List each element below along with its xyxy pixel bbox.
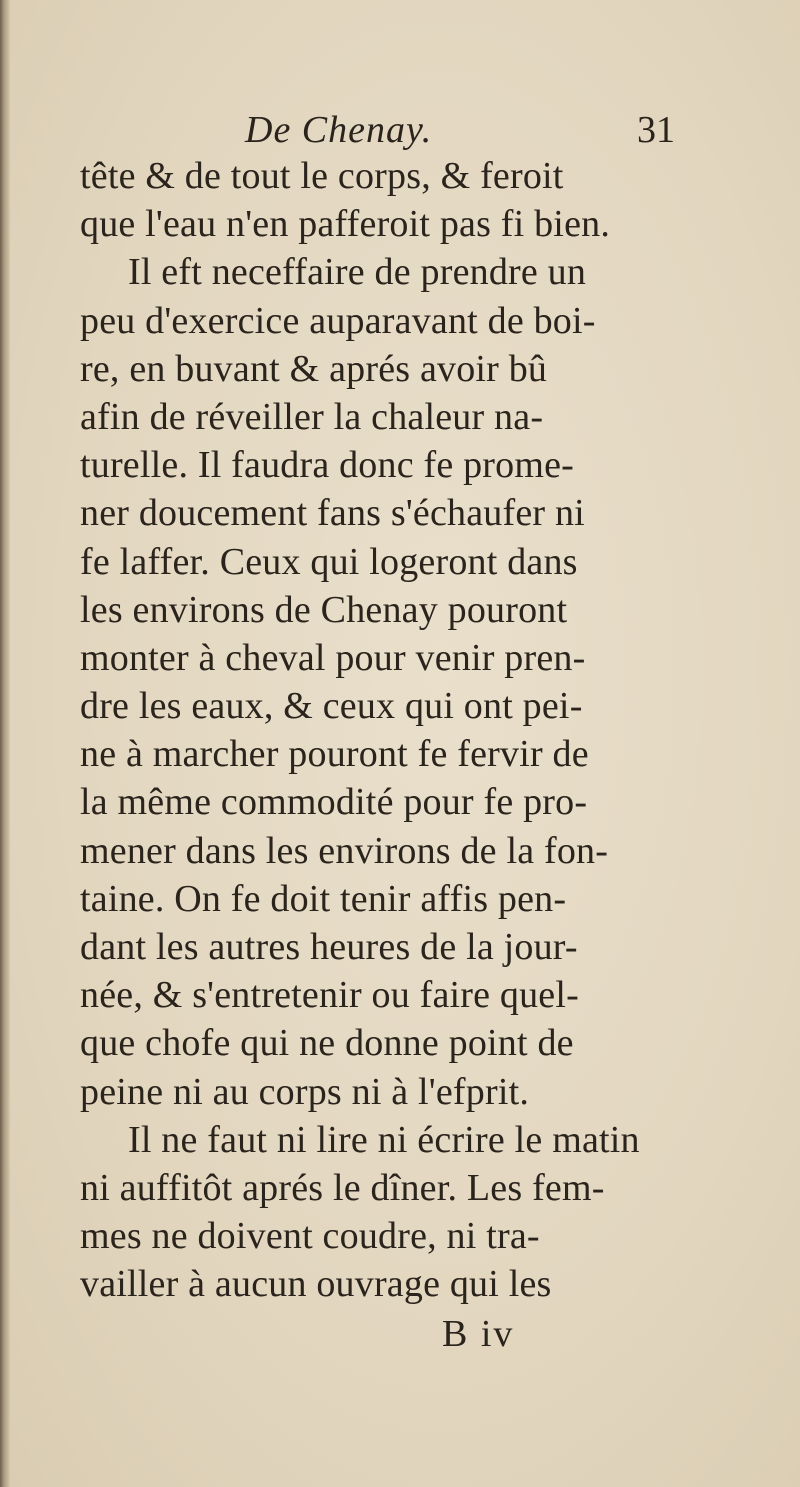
running-head [245, 108, 675, 158]
text-line: ne à marcher pouront fe fervir de [80, 733, 589, 776]
text-line: Il eft neceffaire de prendre un [128, 251, 587, 294]
text-line: tête & de tout le corps, & feroit [80, 155, 564, 197]
text-line: fe laffer. Ceux qui logeront dans [80, 540, 578, 583]
text-line: afin de réveiller la chaleur na- [80, 395, 544, 438]
text-line: mener dans les environs de la fon- [80, 829, 609, 872]
body-text [80, 152, 680, 1309]
text-line: ni auffitôt aprés le dîner. Les fem- [80, 1166, 605, 1209]
text-line: taine. On fe doit tenir affis pen- [80, 877, 567, 920]
text-line: monter à cheval pour venir pren- [80, 636, 586, 679]
text-line: que chofe qui ne donne point de [80, 1022, 574, 1065]
text-line: re, en buvant & aprés avoir bû [80, 347, 548, 390]
text-line: les environs de Chenay pouront [80, 588, 568, 631]
running-title: De Chenay. [245, 109, 433, 151]
text-line: peu d'exercice auparavant de boi- [80, 299, 596, 342]
text-line: peine ni au corps ni à l'efprit. [80, 1070, 530, 1113]
text-line: vailler à aucun ouvrage qui les [80, 1263, 552, 1306]
text-line: turelle. Il faudra donc fe prome- [80, 444, 575, 487]
text-line: ner doucement fans s'échaufer ni [80, 492, 585, 535]
text-line: dre les eaux, & ceux qui ont pei- [80, 685, 583, 728]
text-line: mes ne doivent coudre, ni tra- [80, 1215, 540, 1258]
text-line: la même commodité pour fe pro- [80, 781, 588, 824]
page-number: 31 [637, 109, 675, 151]
signature-mark: B iv [442, 1313, 515, 1355]
text-line: née, & s'entretenir ou faire quel- [80, 974, 579, 1017]
text-line: dant les autres heures de la jour- [80, 926, 578, 968]
text-line: que l'eau n'en pafferoit pas fi bien. [80, 203, 611, 246]
page-gutter [0, 0, 10, 1487]
text-line: Il ne faut ni lire ni écrire le matin [128, 1118, 640, 1161]
